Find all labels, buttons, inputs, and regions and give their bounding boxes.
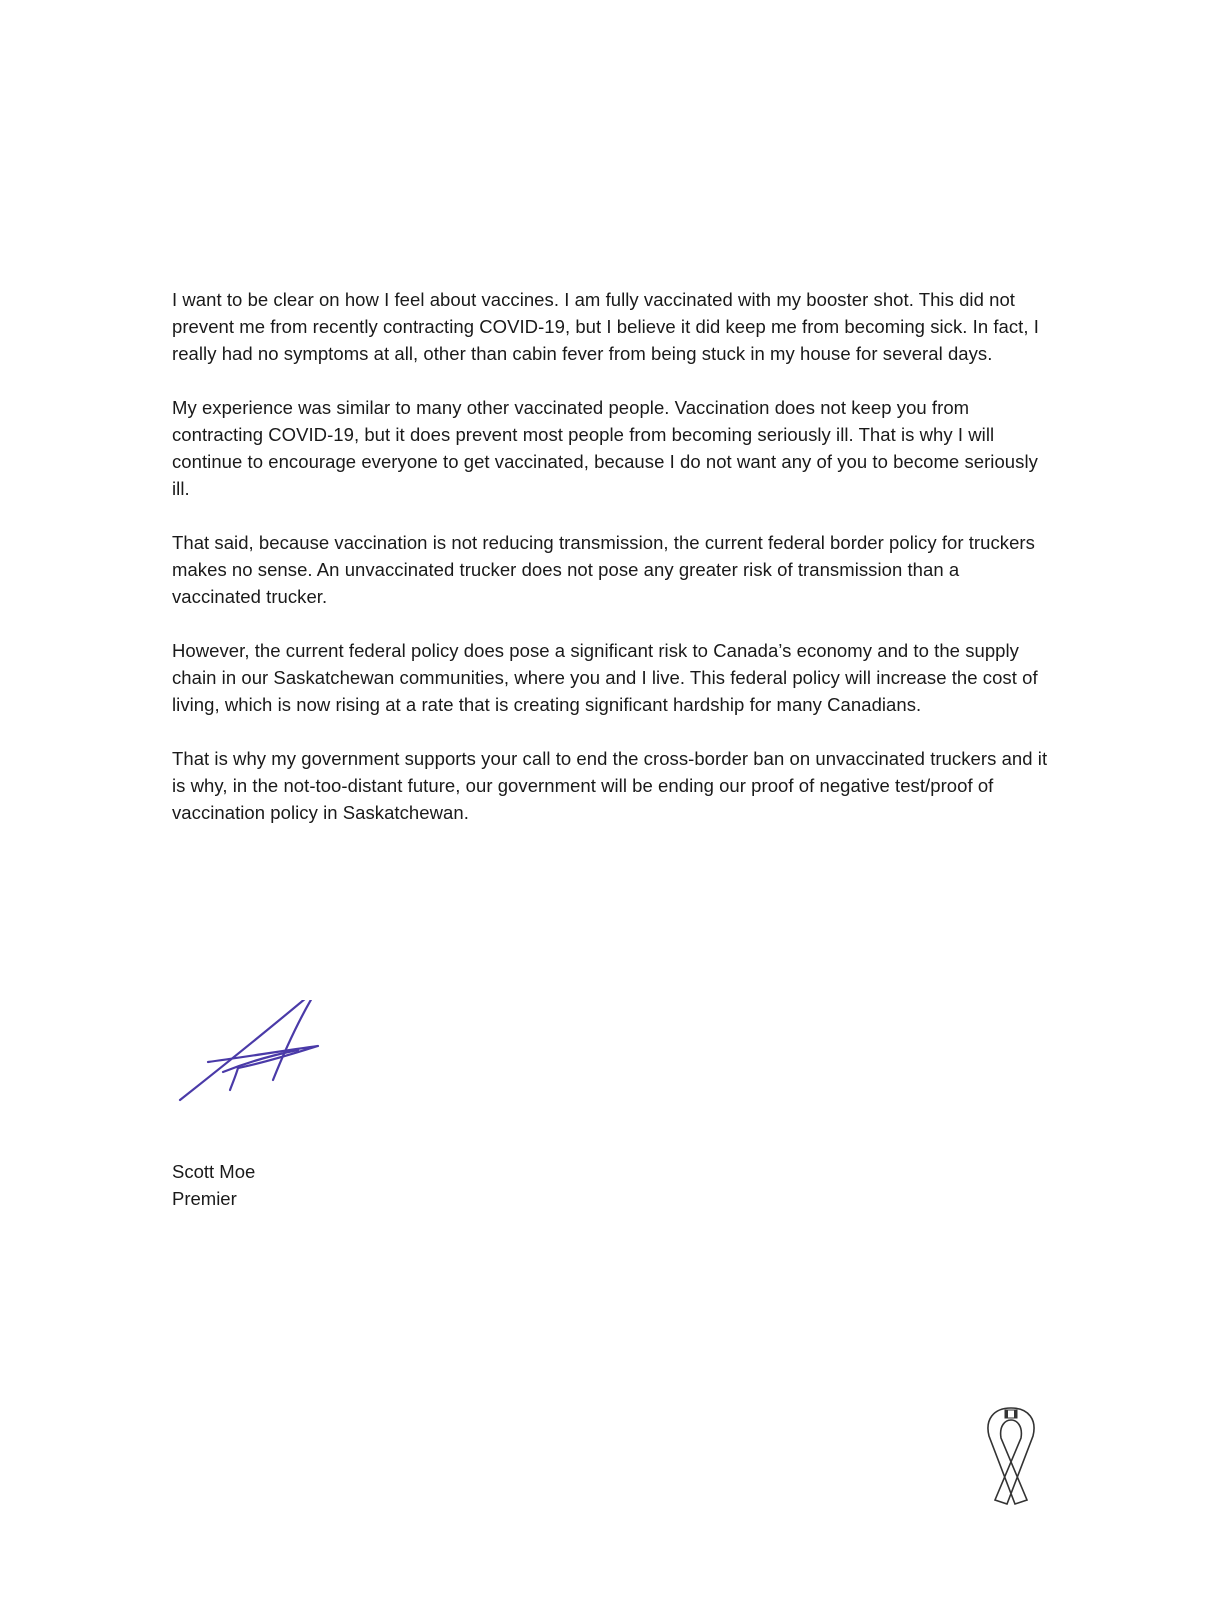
- paragraph-4: However, the current federal policy does pose a significant risk to Canada’s economy and to the supply chain in our Saskatchewan communities, where you and I live. This federal policy will increase the cost of living, which is now rising at a rate that is creating significant hardship for many Canadians.: [172, 640, 1038, 715]
- paragraph-1: I want to be clear on how I feel about vaccines. I am fully vaccinated with my booster shot. This did not prevent me from recently contracting COVID-19, but I believe it did keep me from becoming sick. In fact, I really had no symptoms at all, other than cabin fever from being stuck in my house for several days.: [172, 289, 1039, 364]
- signer-block: [172, 1158, 255, 1212]
- ribbon-flag-right-band: [1014, 1410, 1017, 1418]
- handwritten-signature: [178, 1000, 338, 1130]
- paragraph-2: My experience was similar to many other vaccinated people. Vaccination does not keep you from contracting COVID-19, but it does prevent most people from becoming seriously ill. That is why I will continue to encourage everyone to get vaccinated, because I do not want any of you to become seriously ill.: [172, 397, 1038, 499]
- signature-strokes: [180, 1000, 318, 1100]
- signer-title: Premier: [172, 1188, 237, 1209]
- paragraph-5: That is why my government supports your call to end the cross-border ban on unvaccinated truckers and it is why, in the not-too-distant future, our government will be ending our proof of negative test/proof of vaccination policy in Saskatchewan.: [172, 748, 1048, 823]
- ribbon-flag-left-band: [1005, 1410, 1008, 1418]
- signer-name: Scott Moe: [172, 1161, 256, 1182]
- ribbon-outline: [988, 1408, 1034, 1504]
- support-our-troops-ribbon-icon: [975, 1400, 1047, 1510]
- letter-body: [172, 286, 1052, 853]
- paragraph-3: That said, because vaccination is not reducing transmission, the current federal border policy for truckers makes no sense. An unvaccinated trucker does not pose any greater risk of transmission than a vaccinated trucker.: [172, 532, 1035, 607]
